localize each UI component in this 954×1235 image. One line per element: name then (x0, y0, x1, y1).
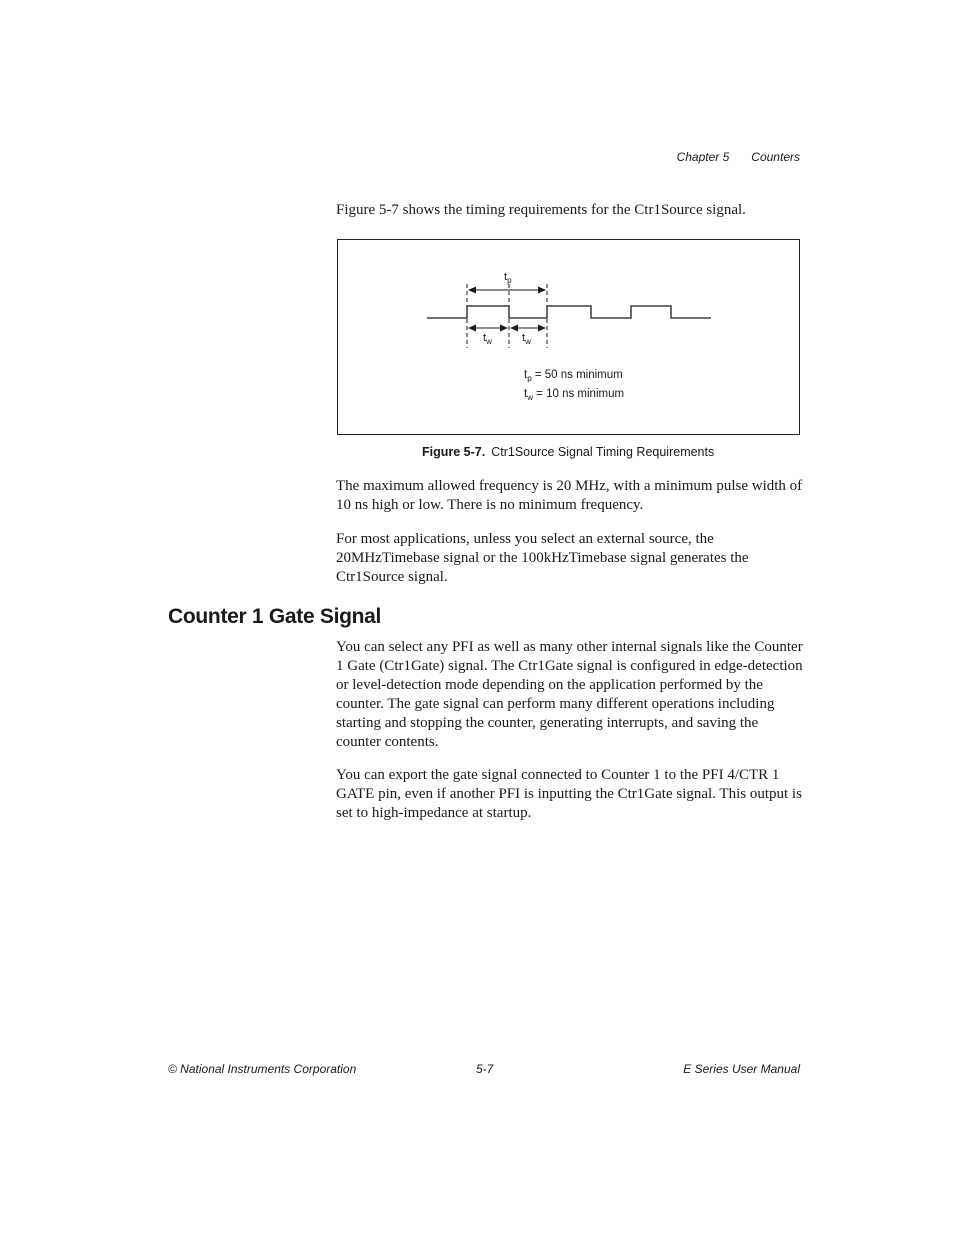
tw-label-2: $t_w$ (522, 332, 531, 346)
timing-figure (337, 239, 800, 435)
figure-caption (422, 445, 714, 459)
tw-label-1: $t_w$ (483, 332, 492, 346)
tp-label: $t_p$ (504, 271, 512, 285)
section-heading: Counter 1 Gate Signal (168, 605, 382, 628)
tp-note: $t_p = 50$ ns minimum (524, 369, 623, 383)
frequency-paragraph: The maximum allowed frequency is 20 MHz, with a minimum pulse width of 10 ns high or low. There is no minimum frequency. (336, 478, 803, 513)
chapter-label: Chapter 5 (676, 150, 730, 164)
running-header (655, 150, 800, 164)
footer-copyright: © National Instruments Corporation (168, 1062, 357, 1076)
timing-diagram (338, 240, 799, 434)
figure-number: Figure 5-7. (422, 445, 486, 459)
tw-note: $t_w = 10$ ns minimum (524, 388, 625, 402)
gate-paragraph-1: You can select any PFI as well as many other internal signals like the Counter 1 Gate (Ctr1Gate) signal. The Ctr1Gate signal is configured in edge-detection or level-detection mode depending on the application performed by the counter. The gate signal can perform many different operations including starting and stopping the counter, generating interrupts, and saving the counter contents. (336, 639, 803, 750)
footer-manual-title: E Series User Manual (683, 1062, 800, 1076)
intro-paragraph: Figure 5-7 shows the timing requirements for the Ctr1Source signal. (336, 202, 746, 218)
section-label: Counters (751, 150, 800, 164)
footer-page-number: 5-7 (476, 1062, 494, 1076)
applications-paragraph: For most applications, unless you select an external source, the 20MHzTimebase signal or the 100kHzTimebase signal generates the Ctr1Source signal. (336, 531, 749, 585)
gate-paragraph-2: You can export the gate signal connected to Counter 1 to the PFI 4/CTR 1 GATE pin, even if another PFI is inputting the Ctr1Gate signal. This output is set to high-impedance at startup. (336, 767, 802, 821)
clock-waveform (427, 306, 711, 318)
figure-title: Ctr1Source Signal Timing Requirements (491, 445, 715, 459)
